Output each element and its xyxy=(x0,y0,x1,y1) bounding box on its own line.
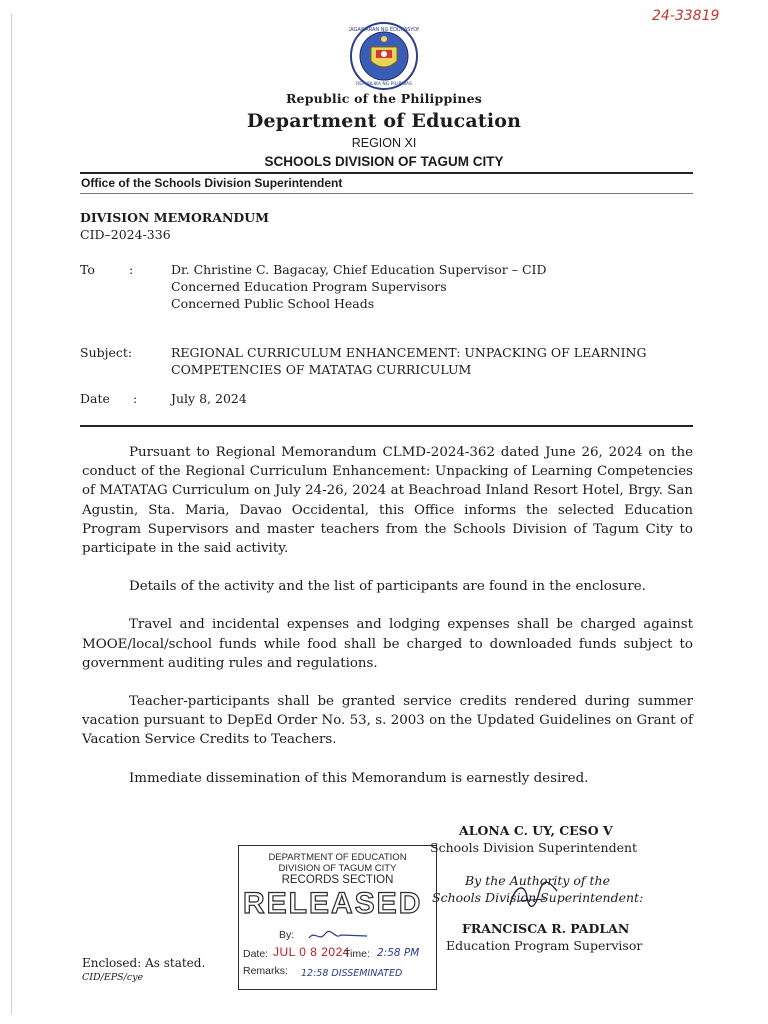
date-colon: : xyxy=(133,391,138,406)
delegate-name: FRANCISCA R. PADLAN xyxy=(462,921,630,936)
signatory-name: ALONA C. UY, CESO V xyxy=(459,823,613,838)
svg-text:REPUBLIKA NG PILIPINAS: REPUBLIKA NG PILIPINAS xyxy=(356,82,412,87)
stamp-time-label: Time: xyxy=(344,948,370,960)
authority-line-2: Schools Division Superintendent: xyxy=(432,890,644,905)
subject-line-2: COMPETENCIES OF MATATAG CURRICULUM xyxy=(171,362,472,377)
country-name: Republic of the Philippines xyxy=(285,91,483,106)
recipient-1: Dr. Christine C. Bagacay, Chief Education Supervisor – CID xyxy=(171,262,547,277)
division-name: SCHOOLS DIVISION OF TAGUM CITY xyxy=(264,154,504,169)
region-name: REGION XI xyxy=(351,136,417,150)
stamp-line-2: DIVISION OF TAGUM CITY xyxy=(278,863,397,874)
subject-label: Subject: xyxy=(80,345,133,360)
stamp-released: RELEASED xyxy=(243,887,423,920)
signatory-title: Schools Division Superintendent xyxy=(430,840,638,855)
body-paragraph-4: Teacher-participants shall be granted service credits rendered during summer vacation pursuant to DepEd Order No. 53, s. 2003 on the Updated Guidelines on Grant of Vacation Service Credits to Teachers. xyxy=(82,694,693,748)
delegate-title: Education Program Supervisor xyxy=(446,938,643,953)
office-name: Office of the Schools Division Superintendent xyxy=(81,176,343,190)
body-paragraph-3: Travel and incidental expenses and lodging expenses shall be charged against MOOE/local/school funds while food shall be charged to downloaded funds subject to government auditing rules and regulations. xyxy=(82,617,693,671)
records-released-stamp xyxy=(238,845,437,990)
to-label: To xyxy=(80,262,95,277)
body-paragraph-5: Immediate dissemination of this Memorandum is earnestly desired. xyxy=(129,770,589,786)
stamp-time-value: 2:58 PM xyxy=(377,947,420,959)
office-rule xyxy=(80,193,693,194)
enclosure-note: Enclosed: As stated. xyxy=(82,956,206,970)
stamp-date-value: JUL 0 8 2024 xyxy=(273,945,350,959)
date-label: Date xyxy=(80,391,110,406)
stamp-line-1: DEPARTMENT OF EDUCATION xyxy=(268,852,407,863)
body-paragraph-2: Details of the activity and the list of participants are found in the enclosure. xyxy=(129,579,646,595)
to-colon: : xyxy=(129,262,134,277)
memo-type: DIVISION MEMORANDUM xyxy=(80,210,269,225)
signature-scribble xyxy=(505,875,565,915)
memo-body xyxy=(82,443,693,788)
stamp-line-3: RECORDS SECTION xyxy=(281,874,394,886)
stamp-remarks-label: Remarks: xyxy=(243,965,288,977)
initials-note: CID/EPS/cye xyxy=(82,972,144,983)
handwritten-document-number: 24-33819 xyxy=(652,8,720,24)
department-name: Department of Education xyxy=(246,110,522,132)
recipient-2: Concerned Education Program Supervisors xyxy=(171,279,447,294)
subject-line-1: REGIONAL CURRICULUM ENHANCEMENT: UNPACKING OF LEARNING xyxy=(171,345,647,360)
stamp-by-signature xyxy=(305,926,375,944)
deped-seal xyxy=(349,21,419,91)
memo-number: CID–2024-336 xyxy=(80,227,171,242)
memo-rule xyxy=(80,425,693,427)
body-paragraph-1: Pursuant to Regional Memorandum CLMD-2024-362 dated June 26, 2024 on the conduct of the Regional Curriculum Enhancement: Unpacking of Learning Competencies of MATATAG Curriculum on July 24-26, 2024 at Beachroad Inland Resort Hotel, Brgy. San Agustin, Sta. Maria, Davao Occidental, this Office informs the selected Education Program Supervisors and master teachers from the Schools Division of Tagum City to participate in the said activity. xyxy=(82,445,693,557)
memo-date: July 8, 2024 xyxy=(171,391,247,406)
recipient-3: Concerned Public School Heads xyxy=(171,296,375,311)
authority-line-1: By the Authority of the xyxy=(465,873,610,888)
stamp-remarks-value: 12:58 DISSEMINATED xyxy=(301,968,403,979)
seal-icon xyxy=(349,21,419,91)
header-rule xyxy=(80,172,693,174)
svg-text:KAGAWARAN NG EDUKASYON: KAGAWARAN NG EDUKASYON xyxy=(349,27,419,33)
stamp-date-label: Date: xyxy=(243,948,269,960)
stamp-by-label: By: xyxy=(279,929,295,941)
